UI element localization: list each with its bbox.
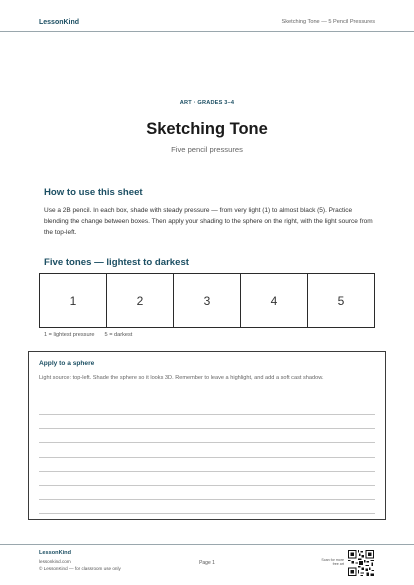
- footer-divider: [0, 544, 414, 545]
- tone-box-5: 5: [337, 293, 345, 308]
- sphere-practice-box: [28, 351, 386, 520]
- tone-box-4: 4: [241, 274, 308, 327]
- writing-line: [39, 499, 375, 500]
- tone-box-1: 1: [40, 274, 107, 327]
- footer-url: lessonkind.com: [39, 559, 71, 564]
- header-brand: LessonKind: [39, 18, 80, 26]
- legend-lightest: 1 = lightest pressure: [44, 332, 95, 338]
- writing-line: [39, 428, 375, 429]
- tone-box-2: 2: [107, 274, 174, 327]
- subject-kicker: ART · GRADES 3–4: [179, 100, 235, 106]
- qr-scan-note: Scan for more free art: [321, 558, 344, 567]
- writing-line: [39, 414, 375, 415]
- how-to-instructions: Use a 2B pencil. In each box, shade with steady pressure — from very light (1) to almost black (5). Practice blending the change between boxes. Then apply your shading to the sphere on the right, with the light source from the top-left.: [44, 207, 373, 237]
- tone-boxes-row: [39, 273, 375, 328]
- page-number: Page 1: [199, 560, 215, 566]
- writing-line: [39, 457, 375, 458]
- footer-brand: LessonKind: [39, 550, 72, 556]
- writing-line: [39, 471, 375, 472]
- sphere-heading: Apply to a sphere: [39, 360, 95, 367]
- tone-legend: [44, 332, 132, 338]
- qr-code-icon: [348, 550, 374, 576]
- legend-darkest: 5 = darkest: [104, 332, 133, 338]
- writing-line: [39, 513, 375, 514]
- tone-box-3: 3: [174, 274, 241, 327]
- page-header: [39, 15, 375, 29]
- header-doc-title: Sketching Tone — 5 Pencil Pressures: [281, 19, 375, 25]
- page-title: Sketching Tone: [146, 120, 268, 138]
- how-to-heading: How to use this sheet: [44, 187, 143, 198]
- footer-copyright: © LessonKind — for classroom use only: [39, 566, 121, 571]
- writing-line: [39, 442, 375, 443]
- tones-heading: Five tones — lightest to darkest: [44, 257, 190, 268]
- page-subtitle: Five pencil pressures: [171, 145, 243, 154]
- sphere-instructions: Light source: top-left. Shade the sphere so it looks 3D. Remember to leave a highlight, and add a soft cast shadow.: [39, 375, 324, 381]
- writing-line: [39, 485, 375, 486]
- header-divider: [0, 31, 414, 32]
- writing-lines: [39, 414, 375, 528]
